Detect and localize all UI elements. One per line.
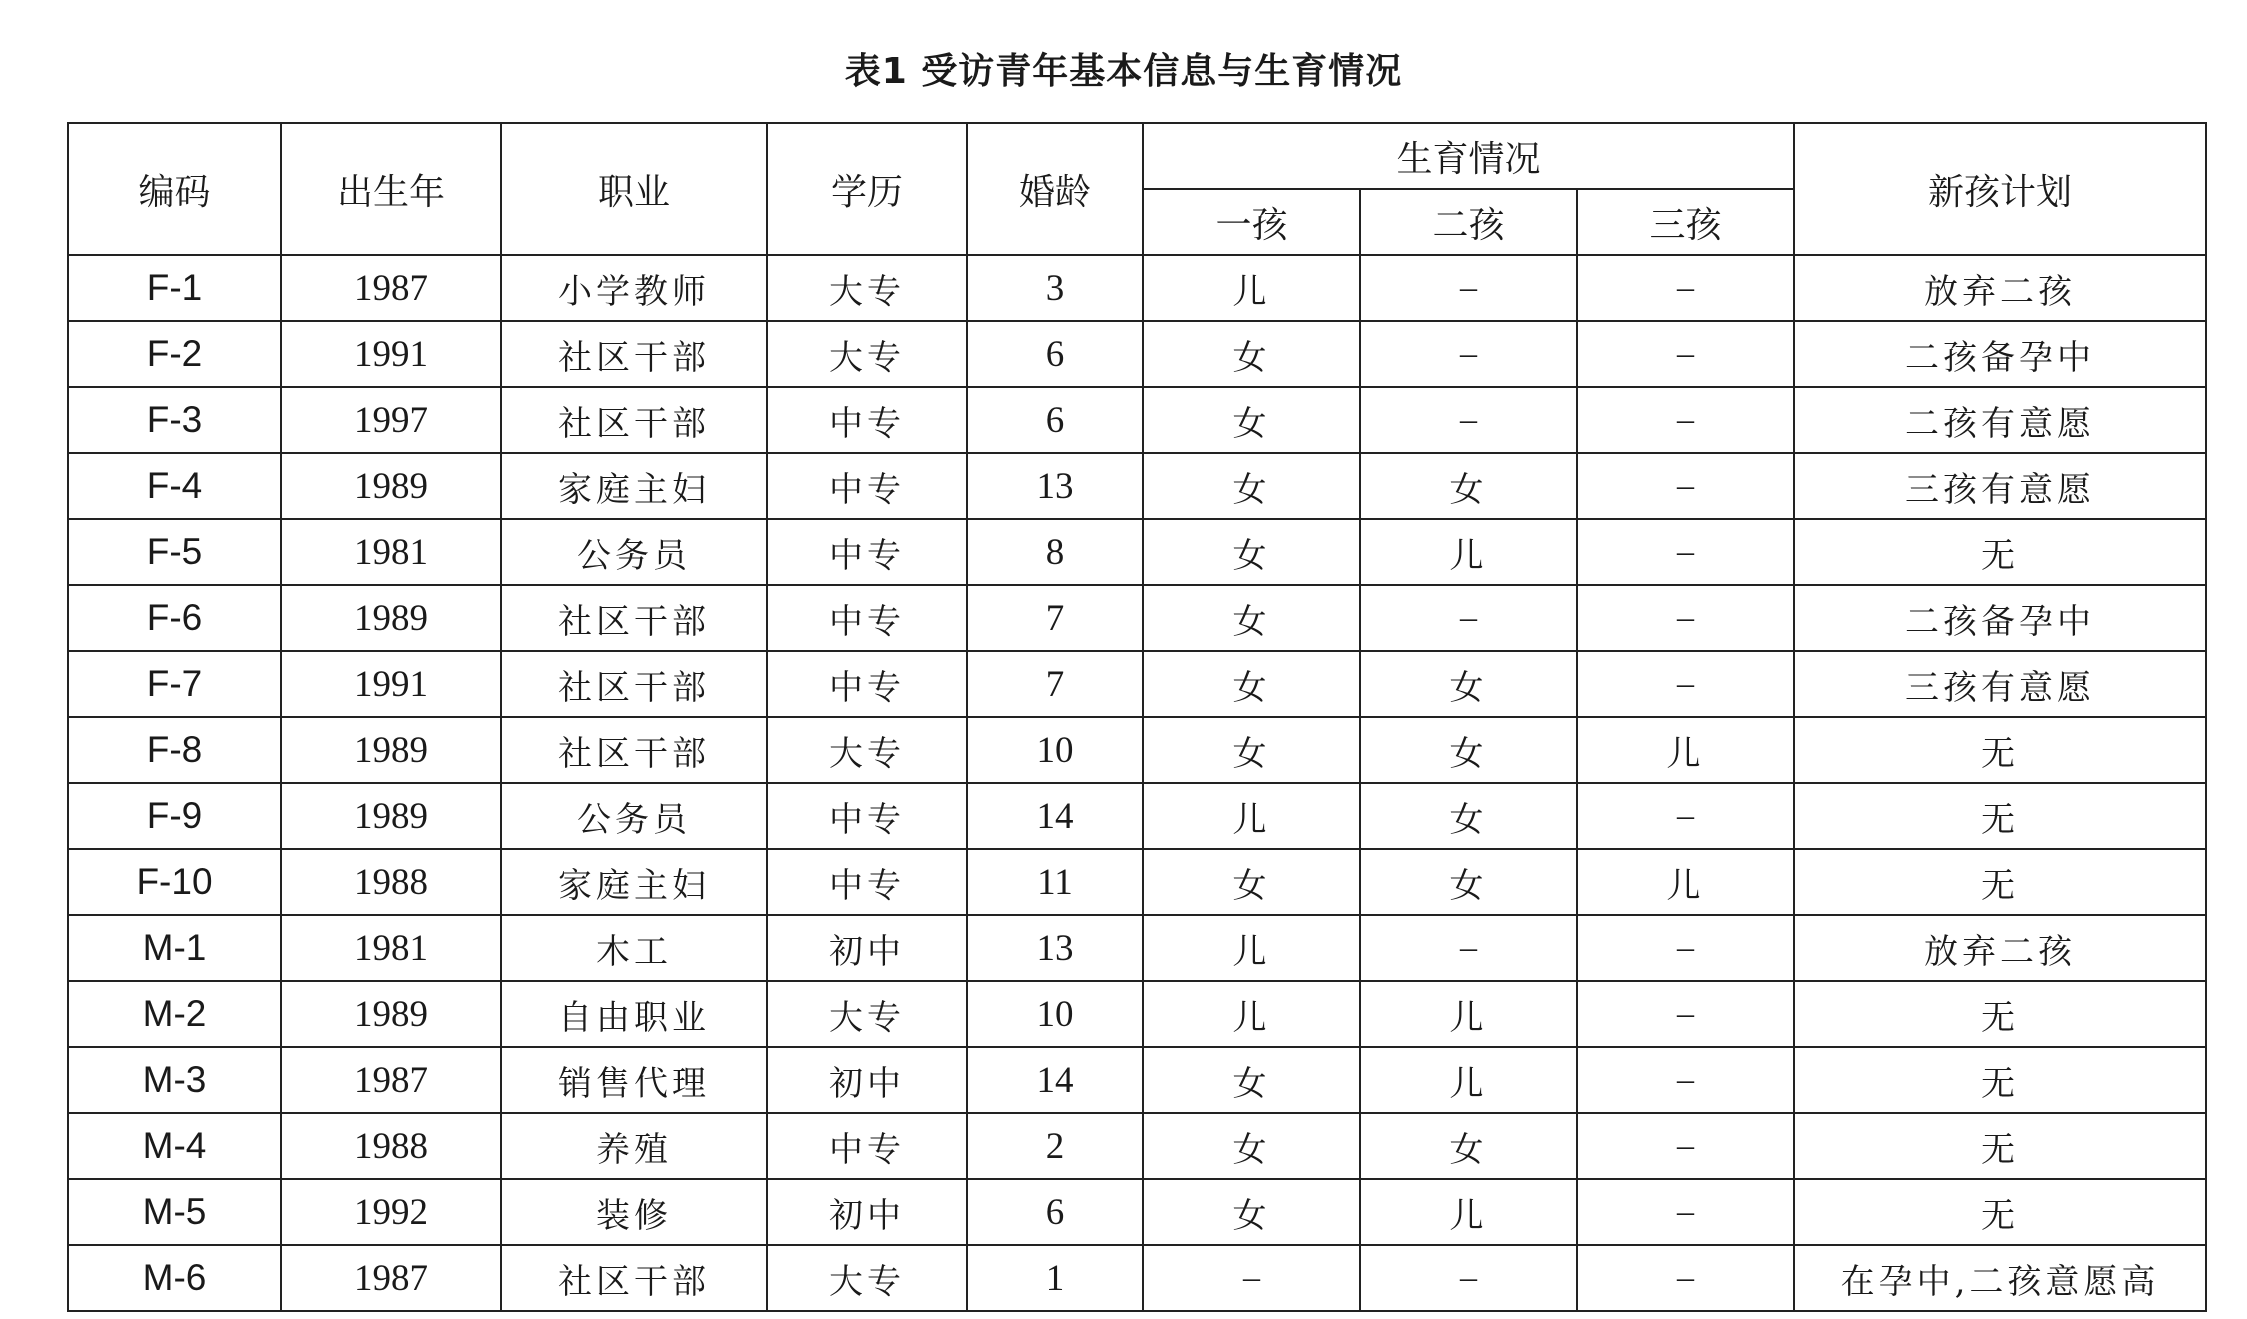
cell-education: 初中	[767, 1179, 967, 1245]
cell-first-child: 女	[1143, 717, 1360, 783]
cell-code: F-5	[68, 519, 281, 585]
table-row	[68, 321, 2206, 387]
cell-occupation: 社区干部	[501, 717, 767, 783]
cell-first-child: –	[1143, 1245, 1360, 1311]
cell-third-child: –	[1577, 255, 1794, 321]
cell-occupation: 社区干部	[501, 321, 767, 387]
cell-plan: 在孕中,二孩意愿高	[1794, 1245, 2206, 1311]
cell-plan: 无	[1794, 519, 2206, 585]
cell-first-child: 儿	[1143, 981, 1360, 1047]
table-row	[68, 783, 2206, 849]
cell-marriage-years: 3	[967, 255, 1143, 321]
cell-birth-year: 1989	[281, 585, 501, 651]
header-first-child: 一孩	[1143, 189, 1360, 255]
table-row	[68, 1179, 2206, 1245]
cell-marriage-years: 10	[967, 981, 1143, 1047]
table-row	[68, 981, 2206, 1047]
cell-second-child: 女	[1360, 453, 1577, 519]
cell-education: 中专	[767, 651, 967, 717]
cell-occupation: 装修	[501, 1179, 767, 1245]
cell-third-child: 儿	[1577, 717, 1794, 783]
cell-plan: 放弃二孩	[1794, 255, 2206, 321]
cell-second-child: 儿	[1360, 1179, 1577, 1245]
cell-third-child: –	[1577, 1113, 1794, 1179]
cell-second-child: –	[1360, 387, 1577, 453]
cell-marriage-years: 7	[967, 585, 1143, 651]
fertility-table	[67, 122, 2207, 1312]
cell-marriage-years: 13	[967, 915, 1143, 981]
header-code: 编码	[68, 123, 281, 255]
cell-first-child: 女	[1143, 387, 1360, 453]
cell-plan: 无	[1794, 849, 2206, 915]
cell-first-child: 女	[1143, 585, 1360, 651]
cell-education: 中专	[767, 783, 967, 849]
header-second-child: 二孩	[1360, 189, 1577, 255]
cell-marriage-years: 2	[967, 1113, 1143, 1179]
table-row	[68, 717, 2206, 783]
cell-code: M-4	[68, 1113, 281, 1179]
cell-second-child: 女	[1360, 1113, 1577, 1179]
cell-occupation: 木工	[501, 915, 767, 981]
cell-occupation: 公务员	[501, 783, 767, 849]
cell-first-child: 儿	[1143, 783, 1360, 849]
cell-plan: 无	[1794, 783, 2206, 849]
cell-birth-year: 1997	[281, 387, 501, 453]
cell-birth-year: 1992	[281, 1179, 501, 1245]
cell-third-child: –	[1577, 1179, 1794, 1245]
cell-code: F-8	[68, 717, 281, 783]
cell-plan: 二孩有意愿	[1794, 387, 2206, 453]
cell-third-child: –	[1577, 387, 1794, 453]
cell-education: 中专	[767, 849, 967, 915]
cell-code: F-2	[68, 321, 281, 387]
cell-birth-year: 1989	[281, 453, 501, 519]
cell-third-child: –	[1577, 585, 1794, 651]
cell-plan: 无	[1794, 717, 2206, 783]
cell-second-child: –	[1360, 321, 1577, 387]
cell-education: 中专	[767, 387, 967, 453]
cell-second-child: 儿	[1360, 981, 1577, 1047]
cell-second-child: –	[1360, 1245, 1577, 1311]
cell-third-child: –	[1577, 453, 1794, 519]
header-third-child: 三孩	[1577, 189, 1794, 255]
cell-birth-year: 1991	[281, 321, 501, 387]
cell-first-child: 儿	[1143, 255, 1360, 321]
table-row	[68, 915, 2206, 981]
cell-occupation: 社区干部	[501, 585, 767, 651]
header-fertility: 生育情况	[1143, 123, 1794, 189]
cell-marriage-years: 6	[967, 1179, 1143, 1245]
table-row	[68, 519, 2206, 585]
cell-birth-year: 1991	[281, 651, 501, 717]
cell-plan: 无	[1794, 1047, 2206, 1113]
cell-birth-year: 1988	[281, 1113, 501, 1179]
cell-occupation: 公务员	[501, 519, 767, 585]
cell-occupation: 家庭主妇	[501, 849, 767, 915]
cell-code: M-5	[68, 1179, 281, 1245]
cell-code: F-4	[68, 453, 281, 519]
table-row	[68, 1113, 2206, 1179]
table-row	[68, 1245, 2206, 1311]
cell-code: M-3	[68, 1047, 281, 1113]
cell-birth-year: 1987	[281, 255, 501, 321]
cell-birth-year: 1988	[281, 849, 501, 915]
cell-education: 中专	[767, 453, 967, 519]
cell-third-child: –	[1577, 321, 1794, 387]
cell-plan: 无	[1794, 981, 2206, 1047]
cell-occupation: 社区干部	[501, 387, 767, 453]
cell-first-child: 女	[1143, 453, 1360, 519]
cell-first-child: 儿	[1143, 915, 1360, 981]
cell-plan: 二孩备孕中	[1794, 585, 2206, 651]
cell-education: 大专	[767, 255, 967, 321]
cell-marriage-years: 14	[967, 783, 1143, 849]
cell-birth-year: 1987	[281, 1245, 501, 1311]
cell-code: M-1	[68, 915, 281, 981]
cell-first-child: 女	[1143, 519, 1360, 585]
cell-second-child: 女	[1360, 783, 1577, 849]
cell-marriage-years: 8	[967, 519, 1143, 585]
cell-education: 中专	[767, 519, 967, 585]
cell-education: 中专	[767, 1113, 967, 1179]
cell-third-child: –	[1577, 1047, 1794, 1113]
cell-code: M-6	[68, 1245, 281, 1311]
cell-first-child: 女	[1143, 1179, 1360, 1245]
header-birth-year: 出生年	[281, 123, 501, 255]
table-row	[68, 651, 2206, 717]
cell-plan: 无	[1794, 1179, 2206, 1245]
cell-third-child: –	[1577, 981, 1794, 1047]
header-education: 学历	[767, 123, 967, 255]
cell-education: 初中	[767, 915, 967, 981]
cell-second-child: 儿	[1360, 1047, 1577, 1113]
cell-occupation: 养殖	[501, 1113, 767, 1179]
cell-third-child: –	[1577, 915, 1794, 981]
table-caption: 表1 受访青年基本信息与生育情况	[844, 51, 1403, 92]
cell-code: F-6	[68, 585, 281, 651]
cell-code: F-10	[68, 849, 281, 915]
cell-occupation: 小学教师	[501, 255, 767, 321]
table-row	[68, 1047, 2206, 1113]
cell-marriage-years: 6	[967, 387, 1143, 453]
cell-marriage-years: 10	[967, 717, 1143, 783]
cell-first-child: 女	[1143, 849, 1360, 915]
cell-first-child: 女	[1143, 1113, 1360, 1179]
cell-occupation: 社区干部	[501, 1245, 767, 1311]
cell-marriage-years: 1	[967, 1245, 1143, 1311]
cell-birth-year: 1989	[281, 717, 501, 783]
table-row	[68, 387, 2206, 453]
cell-plan: 三孩有意愿	[1794, 453, 2206, 519]
table-body	[68, 255, 2206, 1311]
cell-plan: 二孩备孕中	[1794, 321, 2206, 387]
header-occupation: 职业	[501, 123, 767, 255]
cell-education: 中专	[767, 585, 967, 651]
cell-second-child: 女	[1360, 651, 1577, 717]
table-row	[68, 849, 2206, 915]
cell-plan: 无	[1794, 1113, 2206, 1179]
cell-second-child: 女	[1360, 849, 1577, 915]
cell-code: F-7	[68, 651, 281, 717]
table-row	[68, 255, 2206, 321]
cell-third-child: –	[1577, 651, 1794, 717]
cell-occupation: 家庭主妇	[501, 453, 767, 519]
cell-education: 初中	[767, 1047, 967, 1113]
cell-third-child: –	[1577, 1245, 1794, 1311]
cell-second-child: –	[1360, 585, 1577, 651]
cell-third-child: –	[1577, 783, 1794, 849]
cell-code: F-3	[68, 387, 281, 453]
cell-birth-year: 1987	[281, 1047, 501, 1113]
cell-birth-year: 1981	[281, 519, 501, 585]
cell-second-child: –	[1360, 255, 1577, 321]
cell-code: F-1	[68, 255, 281, 321]
cell-education: 大专	[767, 1245, 967, 1311]
table-row	[68, 585, 2206, 651]
cell-occupation: 自由职业	[501, 981, 767, 1047]
table-row	[68, 453, 2206, 519]
cell-education: 大专	[767, 981, 967, 1047]
cell-second-child: 女	[1360, 717, 1577, 783]
cell-second-child: 儿	[1360, 519, 1577, 585]
cell-marriage-years: 13	[967, 453, 1143, 519]
cell-education: 大专	[767, 321, 967, 387]
cell-code: M-2	[68, 981, 281, 1047]
cell-education: 大专	[767, 717, 967, 783]
cell-second-child: –	[1360, 915, 1577, 981]
cell-plan: 三孩有意愿	[1794, 651, 2206, 717]
cell-occupation: 销售代理	[501, 1047, 767, 1113]
cell-first-child: 女	[1143, 651, 1360, 717]
cell-first-child: 女	[1143, 1047, 1360, 1113]
cell-marriage-years: 11	[967, 849, 1143, 915]
table-header	[68, 123, 2206, 255]
cell-plan: 放弃二孩	[1794, 915, 2206, 981]
cell-marriage-years: 14	[967, 1047, 1143, 1113]
cell-code: F-9	[68, 783, 281, 849]
cell-third-child: 儿	[1577, 849, 1794, 915]
header-plan: 新孩计划	[1794, 123, 2206, 255]
cell-first-child: 女	[1143, 321, 1360, 387]
cell-birth-year: 1981	[281, 915, 501, 981]
cell-third-child: –	[1577, 519, 1794, 585]
cell-marriage-years: 7	[967, 651, 1143, 717]
cell-occupation: 社区干部	[501, 651, 767, 717]
cell-marriage-years: 6	[967, 321, 1143, 387]
cell-birth-year: 1989	[281, 783, 501, 849]
header-marriage-years: 婚龄	[967, 123, 1143, 255]
cell-birth-year: 1989	[281, 981, 501, 1047]
